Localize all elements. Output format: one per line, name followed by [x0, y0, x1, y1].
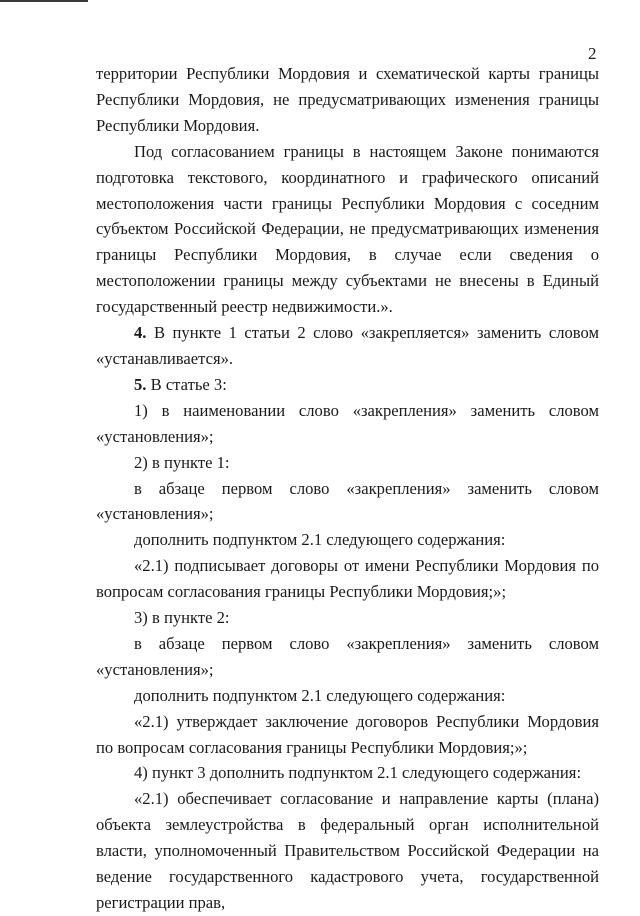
paragraph-amendment — [96, 683, 599, 709]
paragraph-text: территории Республики Мордовия и схематической карты границы Республики Мордовия, не предусматривающих изменения границы Республики Мордовия. — [96, 64, 599, 135]
paragraph-text: «2.1) обеспечивает согласование и направление карты (плана) объекта землеустройства в федеральный орган исполнительной власти, уполномоченный Правительством Российской Федерации на ведение государственного кадастрового учета, государственной регистрации прав, — [96, 789, 599, 912]
paragraph-text: 4) пункт 3 дополнить подпунктом 2.1 следующего содержания: — [134, 763, 582, 783]
paragraph-definition — [96, 139, 599, 320]
paragraph-text: в абзаце первом слово «закрепления» заменить словом «установления»; — [96, 478, 599, 524]
paragraph-continuation — [96, 61, 599, 139]
paragraph-text: «2.1) подписывает договоры от имени Республики Мордовия по вопросам согласования границы Республики Мордовия;»; — [96, 556, 599, 602]
page-number: 2 — [588, 44, 597, 63]
paragraph-subitem-3 — [96, 605, 599, 631]
item-number: 4. — [134, 323, 147, 343]
paragraph-subitem-4 — [96, 760, 599, 786]
paragraph-subitem-2 — [96, 450, 599, 476]
paragraph-text: 3) в пункте 2: — [134, 608, 230, 628]
paragraph-text: Под согласованием границы в настоящем Законе понимаются подготовка текстового, координатного и графического описаний местоположения части границы Республики Мордовия с соседним субъектом Российской Федерации, не предусматривающих изменения границы Республики Мордовия, в случае если сведения о местоположении границы между субъектами не внесены в Единый государственный реестр недвижимости.». — [96, 141, 599, 317]
paragraph-text: В пункте 1 статьи 2 слово «закрепляется» заменить словом «устанавливается». — [96, 323, 599, 368]
paragraph-amendment — [96, 527, 599, 553]
paragraph-text: дополнить подпунктом 2.1 следующего содержания: — [134, 530, 506, 550]
paragraph-quote — [96, 709, 599, 761]
paragraph-item-4 — [96, 320, 599, 372]
document-body — [96, 61, 599, 916]
scan-edge-mark — [0, 0, 88, 2]
item-number: 5. — [134, 374, 147, 394]
paragraph-text: В статье 3: — [146, 374, 227, 394]
paragraph-text: «2.1) утверждает заключение договоров Республики Мордовия по вопросам согласования границы Республики Мордовия;»; — [96, 711, 599, 757]
paragraph-item-5 — [96, 372, 599, 398]
paragraph-text: 1) в наименовании слово «закрепления» заменить словом «установления»; — [96, 400, 599, 446]
paragraph-quote — [96, 553, 599, 605]
paragraph-text: дополнить подпунктом 2.1 следующего содержания: — [134, 685, 506, 705]
paragraph-text: в абзаце первом слово «закрепления» заменить словом «установления»; — [96, 633, 599, 679]
paragraph-text: 2) в пункте 1: — [134, 452, 230, 472]
paragraph-amendment — [96, 631, 599, 683]
paragraph-quote — [96, 786, 599, 916]
paragraph-amendment — [96, 476, 599, 528]
paragraph-subitem-1 — [96, 398, 599, 450]
